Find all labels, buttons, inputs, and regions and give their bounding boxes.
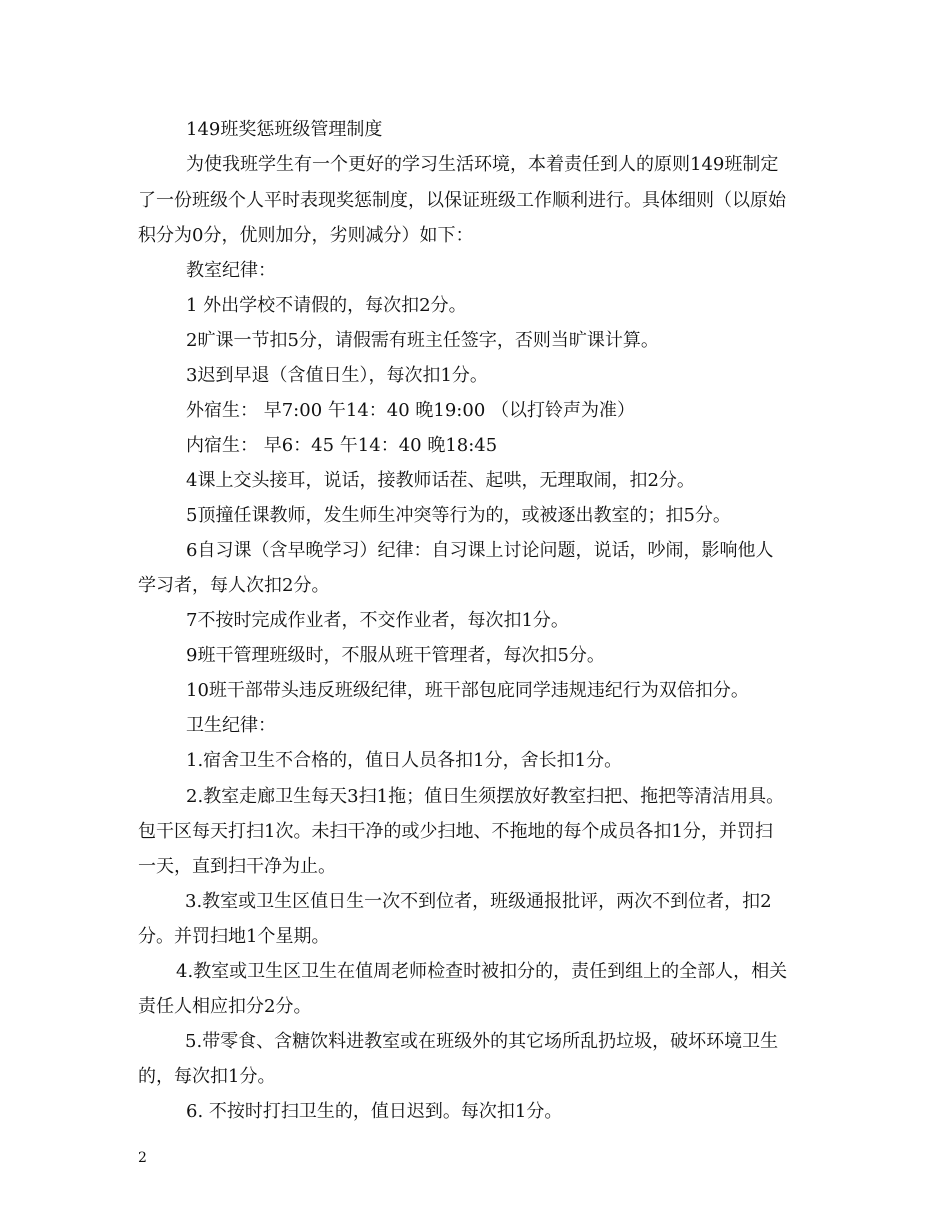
- classroom-rule: 6自习课（含早晚学习）纪律：自习课上讨论问题，说话，吵闹，影响他人: [186, 540, 774, 561]
- classroom-rule: 10班干部带头违反班级纪律，班干部包庇同学违规违纪行为双倍扣分。: [186, 680, 749, 701]
- hygiene-rule: 6. 不按时打扫卫生的，值日迟到。每次扣1分。: [186, 1101, 563, 1122]
- classroom-rule: 4课上交头接耳，说话，接教师话茬、起哄，无理取闹，扣2分。: [186, 470, 695, 491]
- hygiene-rule-continued: 一天，直到扫干净为止。: [138, 856, 336, 877]
- classroom-heading: 教室纪律：: [186, 260, 276, 281]
- classroom-rule: 9班干管理班级时，不服从班干管理者，每次扣5分。: [186, 645, 605, 666]
- intro-line: 为使我班学生有一个更好的学习生活环境，本着责任到人的原则149班制定: [186, 154, 779, 175]
- classroom-rule: 2旷课一节扣5分，请假需有班主任签字，否则当旷课计算。: [186, 330, 659, 351]
- hygiene-rule-continued: 责任人相应扣分2分。: [138, 996, 312, 1017]
- hygiene-rule: 2.教室走廊卫生每天3扫1拖；值日生须摆放好教室扫把、拖把等清洁用具。: [186, 786, 785, 807]
- classroom-rule: 7不按时完成作业者，不交作业者，每次扣1分。: [186, 610, 569, 631]
- classroom-rule: 3迟到早退（含值日生），每次扣1分。: [186, 365, 488, 386]
- hygiene-rule-continued: 的，每次扣1分。: [138, 1066, 276, 1087]
- hygiene-rule: 5.带零食、含糖饮料进教室或在班级外的其它场所乱扔垃圾，破坏环境卫生: [185, 1031, 779, 1052]
- hygiene-heading: 卫生纪律：: [186, 715, 276, 736]
- intro-line: 积分为0分，优则加分，劣则减分）如下：: [138, 225, 474, 246]
- classroom-rule: 5顶撞任课教师，发生师生冲突等行为的，或被逐出教室的；扣5分。: [186, 505, 731, 526]
- hygiene-rule-continued: 分。并罚扫地1个星期。: [138, 926, 330, 947]
- document-title: 149班奖惩班级管理制度: [186, 119, 383, 140]
- intro-line: 了一份班级个人平时表现奖惩制度，以保证班级工作顺利进行。具体细则（以原始: [138, 190, 786, 211]
- hygiene-rule: 3.教室或卫生区值日生一次不到位者，班级通报批评，两次不到位者，扣2: [185, 891, 772, 912]
- hygiene-rule: 1.宿舍卫生不合格的，值日人员各扣1分，舍长扣1分。: [186, 750, 623, 771]
- page-number: 2: [138, 1150, 147, 1166]
- schedule-line-external: 外宿生： 早7:00 午14：40 晚19:00 （以打铃声为准）: [186, 400, 635, 421]
- schedule-line-internal: 内宿生： 早6：45 午14：40 晚18:45: [186, 435, 498, 456]
- classroom-rule-continued: 学习者，每人次扣2分。: [138, 575, 330, 596]
- hygiene-rule-continued: 包干区每天打扫1次。未扫干净的或少扫地、不拖地的每个成员各扣1分，并罚扫: [138, 821, 773, 842]
- classroom-rule: 1 外出学校不请假的，每次扣2分。: [186, 295, 467, 316]
- hygiene-rule: 4.教室或卫生区卫生在值周老师检查时被扣分的，责任到组上的全部人，相关: [176, 961, 788, 982]
